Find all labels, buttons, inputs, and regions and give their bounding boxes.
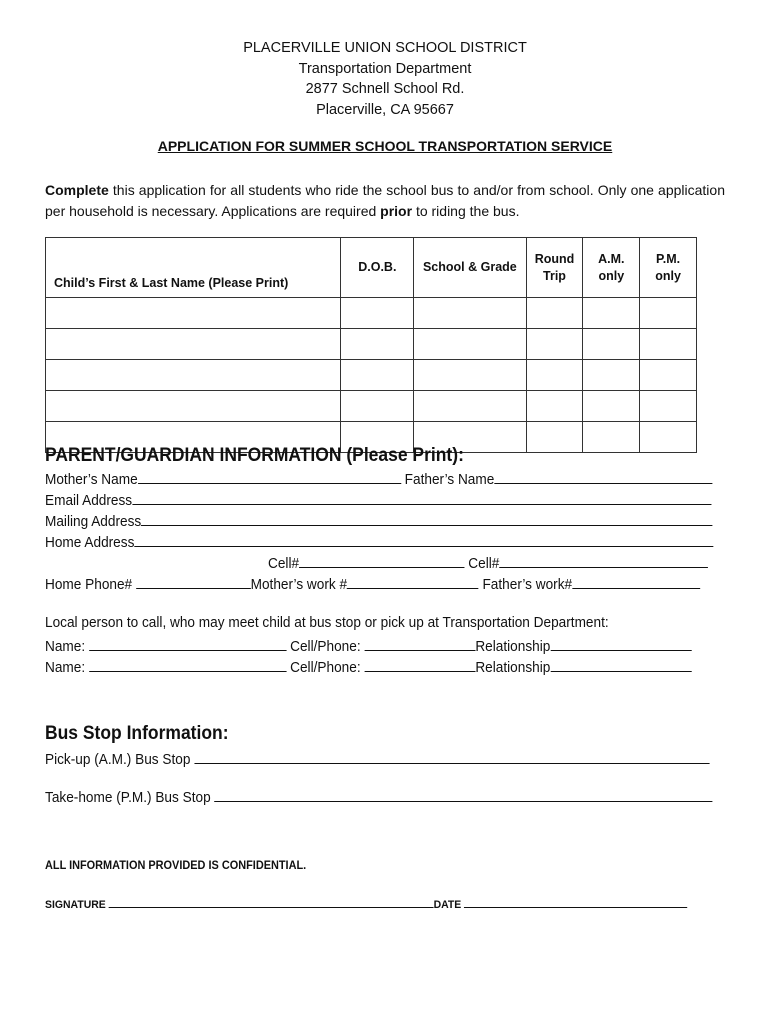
takehome-row	[45, 787, 713, 806]
child-name-cell[interactable]	[46, 391, 341, 422]
student-row	[46, 329, 697, 360]
child-name-cell[interactable]	[46, 298, 341, 329]
contact-name-label: Name:	[45, 639, 86, 655]
cell-row	[268, 553, 708, 572]
contact-relationship-label: Relationship	[475, 660, 551, 676]
round-trip-cell[interactable]	[526, 360, 583, 391]
contact-phone-label: Cell/Phone:	[290, 660, 361, 676]
city-address: Placerville, CA 95667	[316, 101, 454, 118]
takehome-field[interactable]	[214, 787, 712, 802]
col-am-only: A.M. only	[583, 238, 640, 298]
contact-name-label: Name:	[45, 660, 86, 676]
complete-emphasis: Complete	[45, 182, 109, 198]
signature-field[interactable]	[109, 896, 434, 908]
pickup-row	[45, 749, 709, 768]
instructions-paragraph	[45, 180, 725, 222]
pm-only-cell[interactable]	[640, 329, 697, 360]
prior-emphasis: prior	[380, 203, 413, 219]
contact-phone-label: Cell/Phone:	[290, 639, 361, 655]
col-school-grade: School & Grade	[414, 238, 526, 298]
instructions-text-2: to riding the bus.	[412, 203, 520, 219]
school-grade-cell[interactable]	[414, 298, 526, 329]
father-cell-label: Cell#	[468, 556, 500, 572]
dob-cell[interactable]	[341, 391, 414, 422]
am-only-cell[interactable]	[583, 329, 640, 360]
am-only-cell[interactable]	[583, 422, 640, 453]
home-address-row	[45, 532, 713, 551]
mother-work-field[interactable]	[347, 574, 479, 589]
student-row	[46, 391, 697, 422]
email-field[interactable]	[132, 490, 711, 505]
form-title: APPLICATION FOR SUMMER SCHOOL TRANSPORTATION SERVICE	[157, 138, 613, 154]
pickup-label: Pick-up (A.M.) Bus Stop	[45, 752, 191, 768]
email-label: Email Address	[45, 493, 133, 509]
contact-phone-field[interactable]	[364, 636, 475, 651]
child-name-cell[interactable]	[46, 360, 341, 391]
student-table-header	[46, 238, 697, 298]
round-trip-cell[interactable]	[526, 391, 583, 422]
dob-cell[interactable]	[341, 298, 414, 329]
contact-name-field[interactable]	[89, 636, 286, 651]
signature-row	[45, 896, 687, 911]
pickup-field[interactable]	[194, 749, 709, 764]
contact-relationship-label: Relationship	[475, 639, 551, 655]
dob-cell[interactable]	[341, 360, 414, 391]
father-name-label: Father’s Name	[404, 472, 495, 488]
father-work-label: Father’s work#	[482, 577, 573, 593]
email-row	[45, 490, 711, 509]
school-grade-cell[interactable]	[414, 391, 526, 422]
home-address-field[interactable]	[134, 532, 713, 547]
am-only-cell[interactable]	[583, 391, 640, 422]
round-trip-cell[interactable]	[526, 298, 583, 329]
col-dob: D.O.B.	[341, 238, 414, 298]
school-grade-cell[interactable]	[414, 329, 526, 360]
dob-cell[interactable]	[341, 329, 414, 360]
home-phone-label: Home Phone#	[45, 577, 133, 593]
confidential-notice: ALL INFORMATION PROVIDED IS CONFIDENTIAL.	[45, 860, 307, 872]
signature-label: SIGNATURE	[45, 899, 106, 911]
mother-cell-field[interactable]	[299, 553, 464, 568]
mailing-address-label: Mailing Address	[45, 514, 142, 530]
student-row	[46, 360, 697, 391]
round-trip-cell[interactable]	[526, 329, 583, 360]
col-pm-only: P.M. only	[640, 238, 697, 298]
local-contact-row	[45, 636, 691, 655]
pm-only-cell[interactable]	[640, 391, 697, 422]
date-field[interactable]	[464, 896, 687, 908]
am-only-cell[interactable]	[583, 360, 640, 391]
pm-only-cell[interactable]	[640, 422, 697, 453]
mother-cell-label: Cell#	[268, 556, 300, 572]
bus-stop-heading: Bus Stop Information:	[45, 723, 229, 744]
pm-only-cell[interactable]	[640, 360, 697, 391]
street-address: 2877 Schnell School Rd.	[305, 81, 465, 97]
date-label: DATE	[433, 899, 462, 911]
pm-only-cell[interactable]	[640, 298, 697, 329]
instructions-text-1: this application for all students who ride the school bus to and/or from school. Only one application per household is necessary. Applications are required	[45, 182, 725, 219]
district-name: PLACERVILLE UNION SCHOOL DISTRICT	[243, 40, 527, 56]
contact-relationship-field[interactable]	[550, 636, 691, 651]
mother-name-label: Mother’s Name	[45, 472, 138, 488]
parent-section-heading: PARENT/GUARDIAN INFORMATION (Please Print):	[45, 445, 464, 466]
am-only-cell[interactable]	[583, 298, 640, 329]
round-trip-cell[interactable]	[526, 422, 583, 453]
student-table	[45, 237, 697, 453]
local-contact-intro: Local person to call, who may meet child at bus stop or pick up at Transportation Department:	[45, 615, 609, 631]
father-cell-field[interactable]	[499, 553, 708, 568]
home-phone-field[interactable]	[136, 574, 251, 589]
child-name-cell[interactable]	[46, 329, 341, 360]
contact-name-field[interactable]	[89, 657, 286, 672]
mailing-row	[45, 511, 713, 530]
takehome-label: Take-home (P.M.) Bus Stop	[45, 790, 211, 806]
mother-name-field[interactable]	[138, 469, 401, 484]
parent-names-row	[45, 469, 712, 488]
mailing-address-field[interactable]	[141, 511, 713, 526]
col-child-name: Child’s First & Last Name (Please Print)	[46, 238, 341, 298]
mother-work-label: Mother’s work #	[250, 577, 348, 593]
contact-relationship-field[interactable]	[550, 657, 691, 672]
school-grade-cell[interactable]	[414, 360, 526, 391]
local-contact-row	[45, 657, 691, 676]
father-work-field[interactable]	[572, 574, 700, 589]
father-name-field[interactable]	[494, 469, 712, 484]
district-header	[0, 38, 770, 120]
col-round-trip: Round Trip	[526, 238, 583, 298]
student-row	[46, 298, 697, 329]
home-address-label: Home Address	[45, 535, 135, 551]
phones-row	[45, 574, 700, 593]
department-name: Transportation Department	[298, 60, 472, 77]
contact-phone-field[interactable]	[364, 657, 475, 672]
